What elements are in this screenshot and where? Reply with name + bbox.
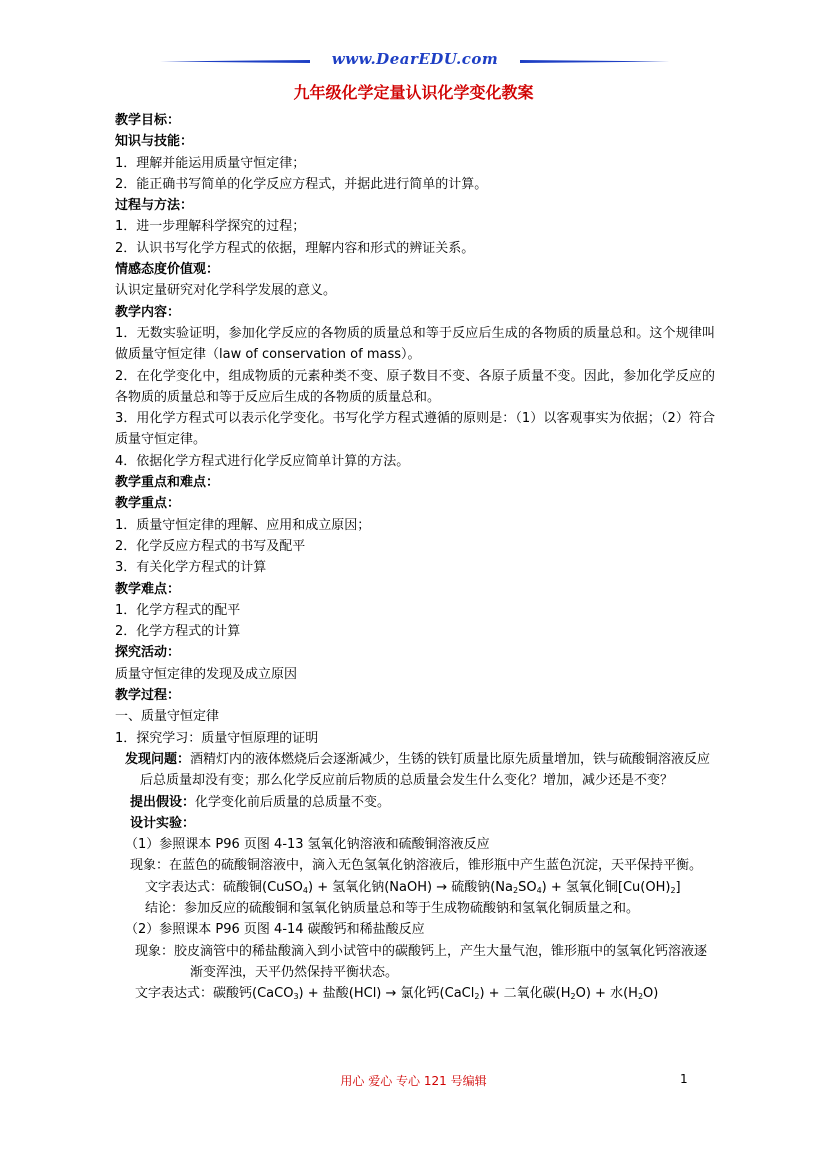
equation-part: O): [643, 986, 659, 1002]
section-heading: 教学重点：: [115, 496, 181, 512]
equation-part: ) + 二氧化碳(H: [479, 986, 571, 1002]
subscript: 2: [512, 885, 519, 895]
subscript: 4: [302, 885, 308, 895]
paragraph: 2．在化学变化中，组成物质的元素种类不变、原子数目不变、各原子质量不变。因此，参加化学反应的各物质的质量总和等于反应后生成的各物质的质量总和。: [115, 368, 715, 405]
paragraph: 1．探究学习：质量守恒原理的证明: [115, 730, 319, 746]
paragraph: 3．用化学方程式可以表示化学变化。书写化学方程式遵循的原则是：（1）以客观事实为依据；（2）符合质量守恒定律。: [115, 411, 715, 448]
hypothesis-label: 提出假设：: [130, 794, 196, 810]
experiment-2-equation: [115, 983, 715, 1004]
equation-part: 碳酸钙(CaCO: [213, 986, 294, 1002]
list-item: 1．化学方程式的配平: [115, 602, 241, 618]
equation-part: ]: [675, 879, 681, 895]
experiment-2-phenomenon: 现象：胶皮滴管中的稀盐酸滴入到小试管中的碳酸钙上，产生大量气泡，锥形瓶中的氢氧化钙溶液逐渐变浑浊，天平仍然保持平衡状态。: [135, 943, 708, 980]
equation-part: ) + 盐酸(HCl) → 氯化钙(CaCl: [298, 986, 475, 1002]
subscript: 2: [570, 992, 576, 1002]
section-heading: 过程与方法：: [115, 198, 194, 214]
list-item: 2．能正确书写简单的化学反应方程式，并据此进行简单的计算。: [115, 176, 488, 192]
page-number: 1: [680, 1072, 688, 1086]
document-body: [115, 110, 715, 1004]
section-heading: 情感态度价值观：: [115, 262, 220, 278]
experiment-1-conclusion: 结论：参加反应的硫酸铜和氢氧化钠质量总和等于生成物硫酸钠和氢氧化铜质量之和。: [145, 900, 640, 916]
section-heading: 教学过程：: [115, 688, 181, 704]
equation-part: SO: [518, 879, 537, 895]
list-item: 2．化学反应方程式的书写及配平: [115, 538, 306, 554]
section-heading: 探究活动：: [115, 645, 181, 661]
equation-label: 文字表达式：: [145, 879, 224, 895]
section-heading: 教学目标：: [115, 113, 181, 128]
experiment-2-title: （2）参照课本 P96 页图 4-14 碳酸钙和稀盐酸反应: [125, 922, 425, 938]
subscript: 3: [293, 992, 299, 1002]
paragraph: 质量守恒定律的发现及成立原因: [115, 666, 298, 682]
list-item: 1．质量守恒定律的理解、应用和成立原因；: [115, 517, 371, 533]
section-heading: 教学内容：: [115, 304, 181, 320]
equation-label: 文字表达式：: [135, 986, 214, 1002]
subscript: 4: [536, 885, 542, 895]
discovery-paragraph: [115, 749, 715, 792]
header-decoration-right: [520, 60, 670, 63]
site-header: [160, 50, 670, 72]
list-item: 1．进一步理解科学探究的过程；: [115, 219, 306, 235]
section-heading: 教学难点：: [115, 581, 181, 597]
section-heading: 知识与技能：: [115, 134, 194, 150]
discovery-text: 酒精灯内的液体燃烧后会逐渐减少，生锈的铁钉质量比原先质量增加，铁与硫酸铜溶液反应后总质量却没有变；那么化学反应前后物质的总质量会发生什么变化？增加，减少还是不变？: [140, 751, 711, 789]
equation-part: 硫酸铜(CuSO: [223, 879, 303, 895]
section-heading: 教学重点和难点：: [115, 475, 220, 491]
paragraph: 1．无数实验证明，参加化学反应的各物质的质量总和等于反应后生成的各物质的质量总和。这个规律叫做质量守恒定律（law of conservation of mass）。: [115, 325, 715, 363]
experiment-1-title: （1）参照课本 P96 页图 4-13 氢氧化钠溶液和硫酸铜溶液反应: [125, 837, 490, 853]
subscript: 2: [637, 992, 644, 1002]
equation-part: ) + 氢氧化钠(NaOH) → 硫酸钠(Na: [307, 879, 513, 895]
equation-part: O) + 水(H: [575, 986, 638, 1002]
experiment-1-equation: [115, 877, 715, 898]
list-item: 3．有关化学方程式的计算: [115, 560, 267, 576]
discovery-label: 发现问题：: [125, 751, 191, 767]
experiment-1-phenomenon: 现象：在蓝色的硫酸铜溶液中，滴入无色氢氧化钠溶液后，锥形瓶中产生蓝色沉淀，天平保持平衡。: [130, 858, 703, 874]
paragraph: 认识定量研究对化学科学发展的意义。: [115, 283, 337, 299]
list-item: 1．理解并能运用质量守恒定律；: [115, 155, 306, 171]
equation-part: ) + 氢氧化铜[Cu(OH): [541, 879, 671, 895]
document-title: 九年级化学定量认识化学变化教案: [293, 83, 534, 102]
paragraph: 4．依据化学方程式进行化学反应简单计算的方法。: [115, 453, 410, 469]
hypothesis-paragraph: [115, 792, 715, 813]
site-url[interactable]: www.DearEDU.com: [331, 50, 499, 68]
footer-text: 用心 爱心 专心 121 号编辑: [340, 1074, 487, 1088]
header-decoration-left: [160, 60, 310, 63]
design-label: 设计实验：: [130, 815, 196, 831]
subscript: 2: [474, 992, 480, 1002]
paragraph: 一、质量守恒定律: [115, 709, 220, 725]
hypothesis-text: 化学变化前后质量的总质量不变。: [195, 794, 391, 810]
list-item: 2．化学方程式的计算: [115, 624, 241, 640]
list-item: 2．认识书写化学方程式的依据，理解内容和形式的辨证关系。: [115, 240, 475, 256]
subscript: 2: [670, 885, 676, 895]
